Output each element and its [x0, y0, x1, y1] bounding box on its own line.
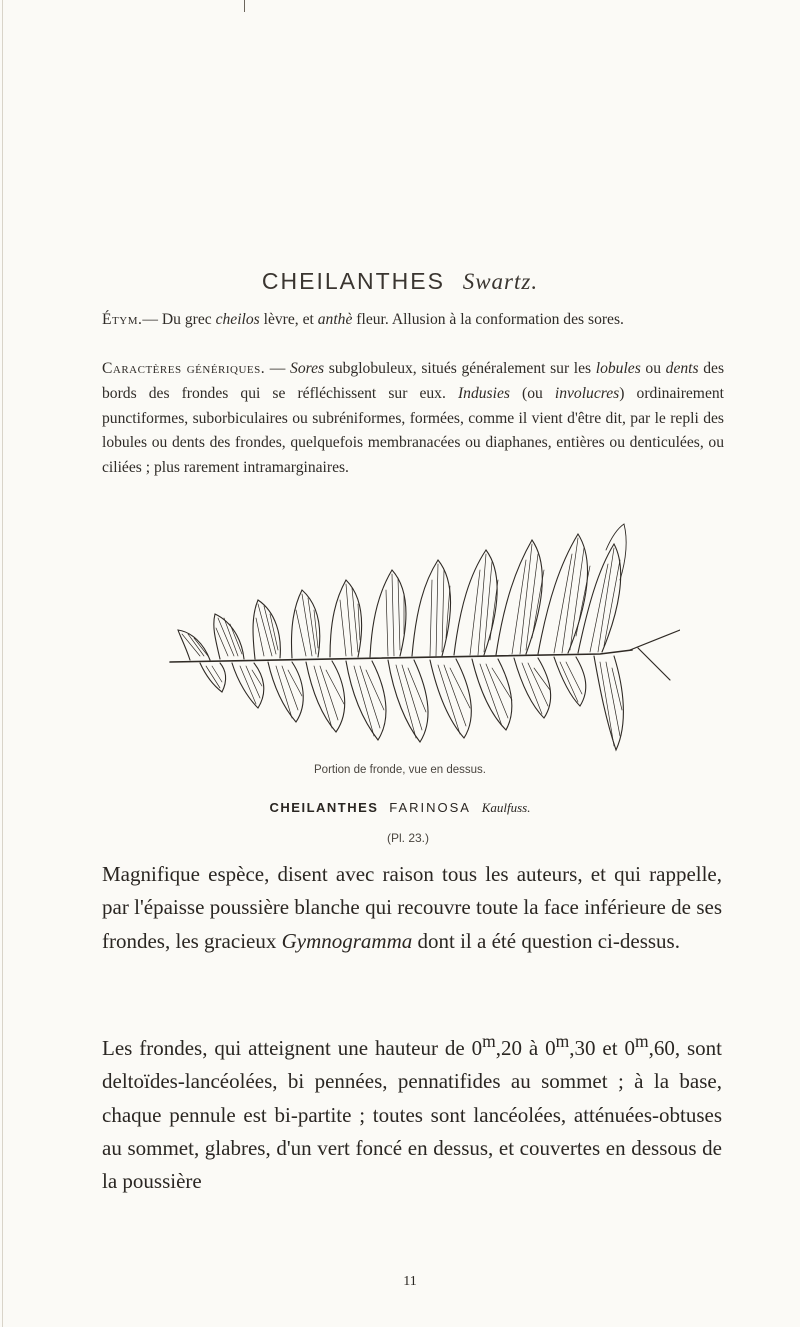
description-paragraph-1: Magnifique espèce, disent avec raison tous les auteurs, et qui rappelle, par l'épaisse poussière blanche qui recouvre toute la face inférieure de ses frondes, les gracieux Gymnogramma dont il a été question ci-dessus.: [102, 862, 722, 953]
species-epithet: FARINOSA: [389, 800, 471, 815]
plate-reference: (Pl. 23.): [386, 831, 429, 845]
species-author: Kaulfuss.: [481, 800, 531, 815]
species-heading: [0, 800, 800, 816]
description-paragraph-2: Les frondes, qui atteignent une hauteur de 0$^m$,20 à 0$^m$,30 et 0$^m$,60, sont deltoïdes-lancéolées, bi pennées, pennatifides au sommet ; à la base, chaque pennule est bi-partite ; toutes sont lancéolées, atténuées-obtuses au sommet, glabres, d'un vert foncé en dessus, et couvertes en dessous de la poussière: [102, 1031, 723, 1194]
fern-frond-illustration-icon: [160, 510, 680, 760]
page-edge-shadow: [2, 0, 3, 1327]
species-genus: CHEILANTHES: [269, 800, 379, 815]
genus-reference: Gymnogramma: [281, 928, 413, 953]
generic-characters-label: Caractères génériques.: [102, 360, 266, 377]
printer-mark: [244, 0, 245, 12]
etymology-label: Étym.: [102, 311, 143, 328]
genus-author: Swartz.: [462, 269, 539, 294]
genus-heading: [0, 268, 800, 295]
generic-characters-paragraph: Caractères génériques. — Sores subglobuleux, situés généralement sur les lobules ou dents des bords des frondes qui se réfléchissent sur eux. Indusies (ou involucres) ordinairement punctiformes, suborbiculaires ou subréniformes, formées, comme il vient d'être dit, par le repli des lobules ou dents des frondes, quelquefois membranacées ou diaphanes, entières ou denticulées, ou ciliées ; plus rarement intramarginaires.: [102, 360, 725, 477]
figure-caption: Portion de fronde, vue en dessus.: [314, 764, 486, 776]
genus-name: CHEILANTHES: [261, 268, 445, 294]
etymology-paragraph: Étym.— Du grec cheilos lèvre, et anthè fleur. Allusion à la conformation des sores.: [102, 311, 624, 328]
page-number: 11: [403, 1274, 417, 1289]
